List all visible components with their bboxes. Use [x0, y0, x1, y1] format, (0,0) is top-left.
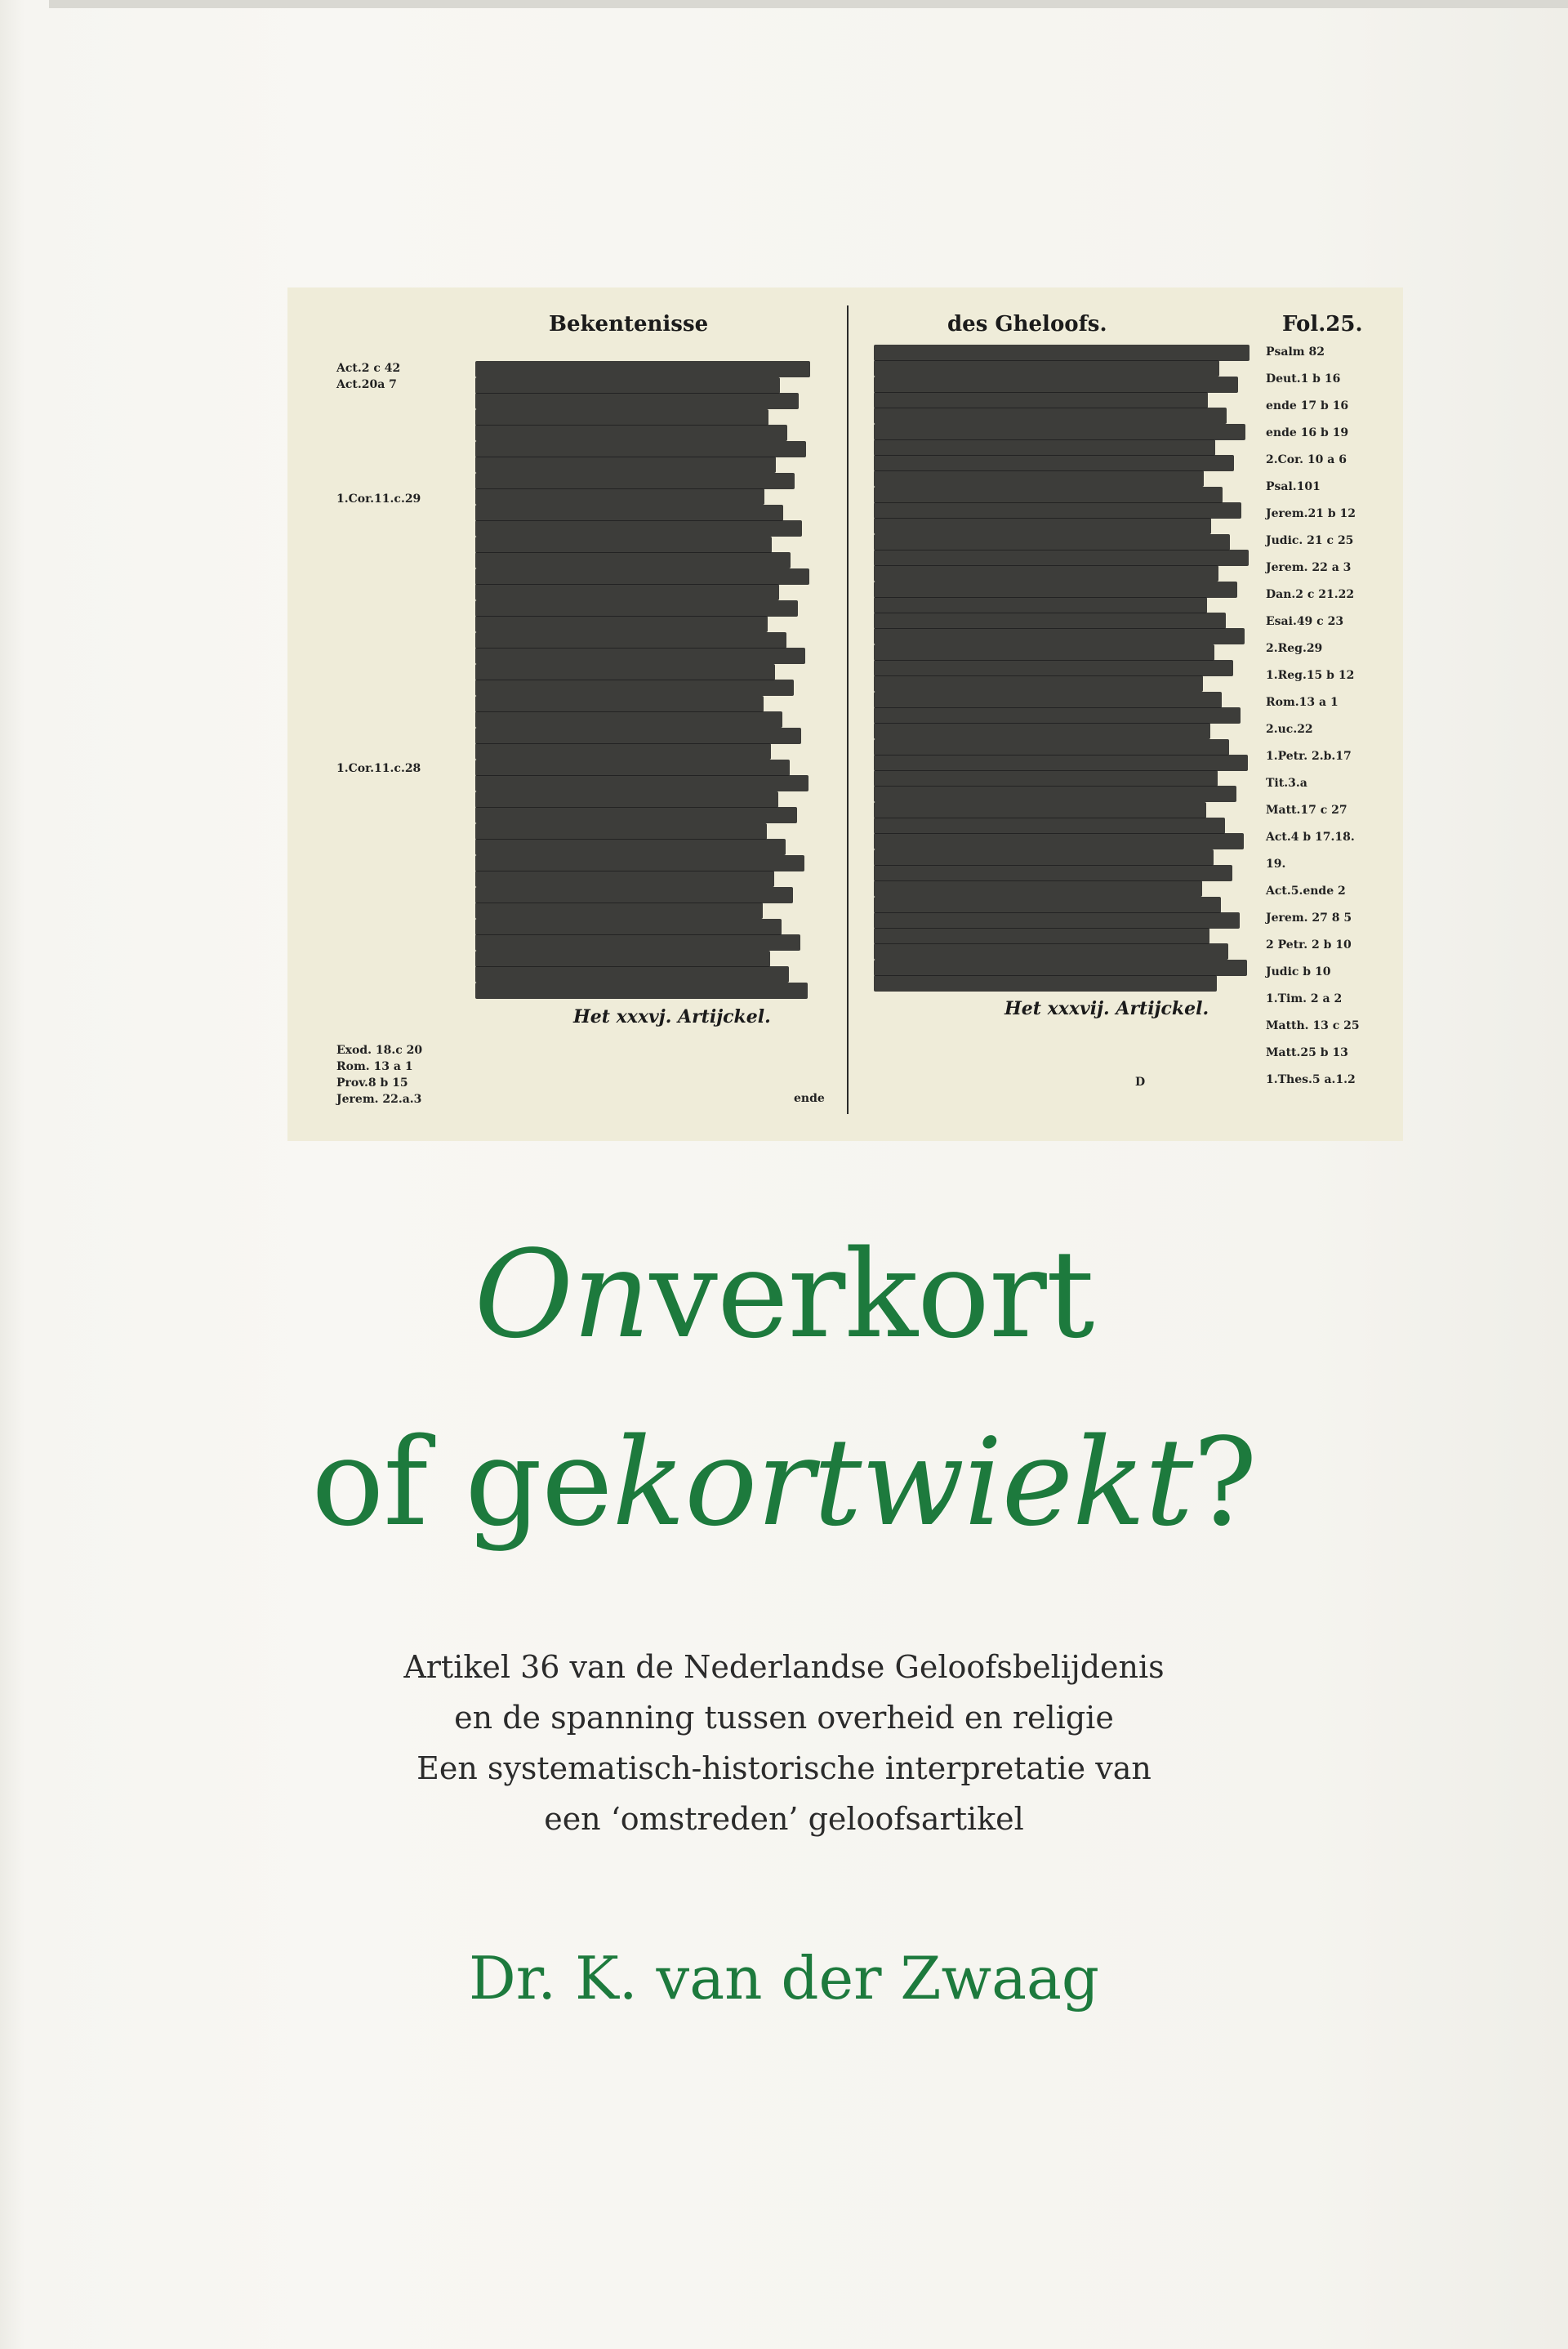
text-line	[475, 775, 808, 791]
text-line	[874, 360, 1219, 377]
text-line	[874, 550, 1249, 566]
text-line	[874, 707, 1241, 724]
margin-note: Act.20a 7	[336, 378, 397, 391]
text-line	[874, 960, 1247, 976]
text-line	[874, 865, 1232, 881]
margin-note: Psalm 82	[1266, 345, 1325, 359]
subtitle-line: en de spanning tussen overheid en religie	[454, 1700, 1114, 1736]
left-catchword: ende	[794, 1092, 825, 1105]
text-line	[475, 361, 810, 377]
title-kortwiekt-italic: kortwiekt	[612, 1412, 1193, 1553]
text-line	[874, 518, 1211, 534]
text-line	[475, 537, 772, 553]
text-line	[874, 628, 1245, 644]
text-line	[475, 568, 809, 585]
text-line	[874, 975, 1217, 992]
margin-note: Psal.101	[1266, 480, 1321, 493]
title-line-2	[0, 1413, 1568, 1552]
text-line	[874, 439, 1215, 456]
text-line	[475, 823, 767, 840]
text-line	[475, 520, 802, 537]
text-line	[475, 441, 806, 457]
margin-note: Matt.25 b 13	[1266, 1046, 1348, 1059]
margin-note: Act.2 c 42	[336, 362, 401, 375]
title-question-mark: ?	[1192, 1412, 1257, 1553]
text-line	[475, 505, 783, 521]
margin-note: Matt.17 c 27	[1266, 804, 1348, 817]
text-line	[475, 791, 778, 808]
facsimile-right-page	[858, 312, 1380, 1112]
text-line	[874, 897, 1221, 913]
margin-note: 19.	[1266, 858, 1286, 871]
text-line	[874, 802, 1206, 818]
text-line	[874, 377, 1238, 393]
margin-note: Rom.13 a 1	[1266, 696, 1339, 709]
margin-note: Jerem.21 b 12	[1266, 507, 1356, 520]
facsimile-image	[287, 287, 1403, 1141]
margin-note: Jerem. 22 a 3	[1266, 561, 1352, 574]
text-line	[874, 723, 1210, 739]
text-line	[475, 632, 786, 649]
author-name: Dr. K. van der Zwaag	[468, 1944, 1100, 2012]
text-line	[475, 425, 787, 441]
text-line	[874, 739, 1229, 756]
margin-note: Rom. 13 a 1	[336, 1060, 413, 1073]
text-line	[874, 660, 1233, 676]
text-line	[475, 680, 794, 696]
left-article-heading: Het xxxvj. Artijckel.	[573, 1006, 771, 1027]
margin-note: ende 17 b 16	[1266, 399, 1349, 412]
text-line	[874, 470, 1204, 487]
margin-note: 2.uc.22	[1266, 723, 1313, 736]
text-line	[874, 408, 1227, 424]
left-running-head: Bekentenisse	[549, 312, 709, 337]
text-line	[475, 648, 805, 664]
text-line	[874, 455, 1234, 471]
margin-note: 1.Thes.5 a.1.2	[1266, 1073, 1356, 1086]
right-running-head: des Gheloofs.	[947, 312, 1107, 337]
margin-note: 2.Cor. 10 a 6	[1266, 453, 1347, 466]
text-line	[475, 871, 774, 887]
text-line	[475, 393, 799, 409]
text-line	[874, 345, 1250, 361]
margin-note: Esai.49 c 23	[1266, 615, 1344, 628]
text-line	[874, 928, 1209, 944]
facsimile-left-page	[336, 312, 825, 1112]
text-line	[475, 934, 800, 951]
text-line	[874, 424, 1245, 440]
subtitle-line: Een systematisch-historische interpretatie van	[416, 1750, 1152, 1786]
facsimile-gutter	[847, 305, 849, 1114]
margin-note: Deut.1 b 16	[1266, 372, 1341, 386]
right-catchword: D	[1135, 1076, 1146, 1089]
text-line	[874, 849, 1214, 866]
margin-note: Jerem. 22.a.3	[336, 1093, 422, 1106]
subtitle-line: Artikel 36 van de Nederlandse Geloofsbelijdenis	[403, 1649, 1165, 1685]
margin-note: Exod. 18.c 20	[336, 1044, 423, 1057]
title-line-1	[0, 1225, 1568, 1364]
subtitle-line: een ‘omstreden’ geloofsartikel	[544, 1801, 1024, 1837]
text-line	[874, 833, 1244, 849]
text-line	[874, 534, 1230, 550]
margin-note: 2 Petr. 2 b 10	[1266, 938, 1352, 952]
margin-note: 1.Reg.15 b 12	[1266, 669, 1355, 682]
text-line	[475, 887, 793, 903]
text-line	[475, 743, 771, 760]
text-line	[874, 565, 1218, 582]
text-line	[874, 786, 1236, 802]
title-of-ge: of ge	[311, 1412, 612, 1553]
text-line	[475, 584, 779, 600]
text-line	[475, 664, 775, 680]
text-line	[874, 502, 1241, 519]
text-line	[874, 818, 1225, 834]
text-line	[475, 600, 798, 617]
text-line	[874, 582, 1237, 598]
text-line	[475, 377, 780, 394]
text-line	[874, 613, 1226, 629]
text-line	[874, 487, 1223, 503]
text-line	[874, 770, 1218, 787]
margin-note: Tit.3.a	[1266, 777, 1307, 790]
text-line	[475, 855, 804, 871]
right-folio: Fol.25.	[1282, 312, 1363, 337]
text-line	[475, 552, 791, 568]
margin-note: 1.Tim. 2 a 2	[1266, 992, 1343, 1005]
text-line	[475, 711, 782, 728]
margin-note: Judic b 10	[1266, 965, 1331, 978]
text-line	[475, 966, 789, 983]
text-line	[475, 839, 786, 855]
text-line	[874, 880, 1202, 897]
text-line	[475, 696, 764, 712]
text-line	[874, 755, 1248, 771]
subtitle	[0, 1642, 1568, 1844]
text-line	[475, 983, 808, 999]
margin-note: Prov.8 b 15	[336, 1076, 408, 1090]
text-line	[475, 728, 801, 744]
text-line	[874, 597, 1207, 613]
text-line	[874, 692, 1222, 708]
title-verkort: verkort	[649, 1224, 1094, 1365]
text-line	[475, 409, 768, 426]
text-line	[874, 912, 1240, 929]
margin-note: 1.Petr. 2.b.17	[1266, 750, 1352, 763]
text-line	[874, 392, 1208, 408]
margin-note: Act.5.ende 2	[1266, 885, 1346, 898]
text-line	[475, 760, 790, 776]
text-line	[874, 644, 1214, 661]
text-line	[874, 675, 1203, 692]
margin-note: 1.Cor.11.c.28	[336, 762, 421, 775]
text-line	[475, 807, 797, 823]
title-on-italic: On	[474, 1224, 650, 1365]
text-line	[475, 616, 768, 632]
text-line	[475, 457, 776, 473]
margin-note: Judic. 21 c 25	[1266, 534, 1354, 547]
text-line	[475, 919, 782, 935]
text-line	[475, 951, 770, 967]
text-line	[475, 473, 795, 489]
text-line	[874, 943, 1228, 960]
right-article-heading: Het xxxvij. Artijckel.	[1004, 998, 1209, 1019]
margin-note: Jerem. 27 8 5	[1266, 912, 1352, 925]
margin-note: 1.Cor.11.c.29	[336, 493, 421, 506]
margin-note: Dan.2 c 21.22	[1266, 588, 1355, 601]
text-line	[475, 488, 764, 505]
margin-note: Act.4 b 17.18.	[1266, 831, 1355, 844]
cover-top-edge	[49, 0, 1568, 8]
margin-note: 2.Reg.29	[1266, 642, 1323, 655]
margin-note: Matth. 13 c 25	[1266, 1019, 1360, 1032]
margin-note: ende 16 b 19	[1266, 426, 1349, 439]
text-line	[475, 903, 763, 919]
